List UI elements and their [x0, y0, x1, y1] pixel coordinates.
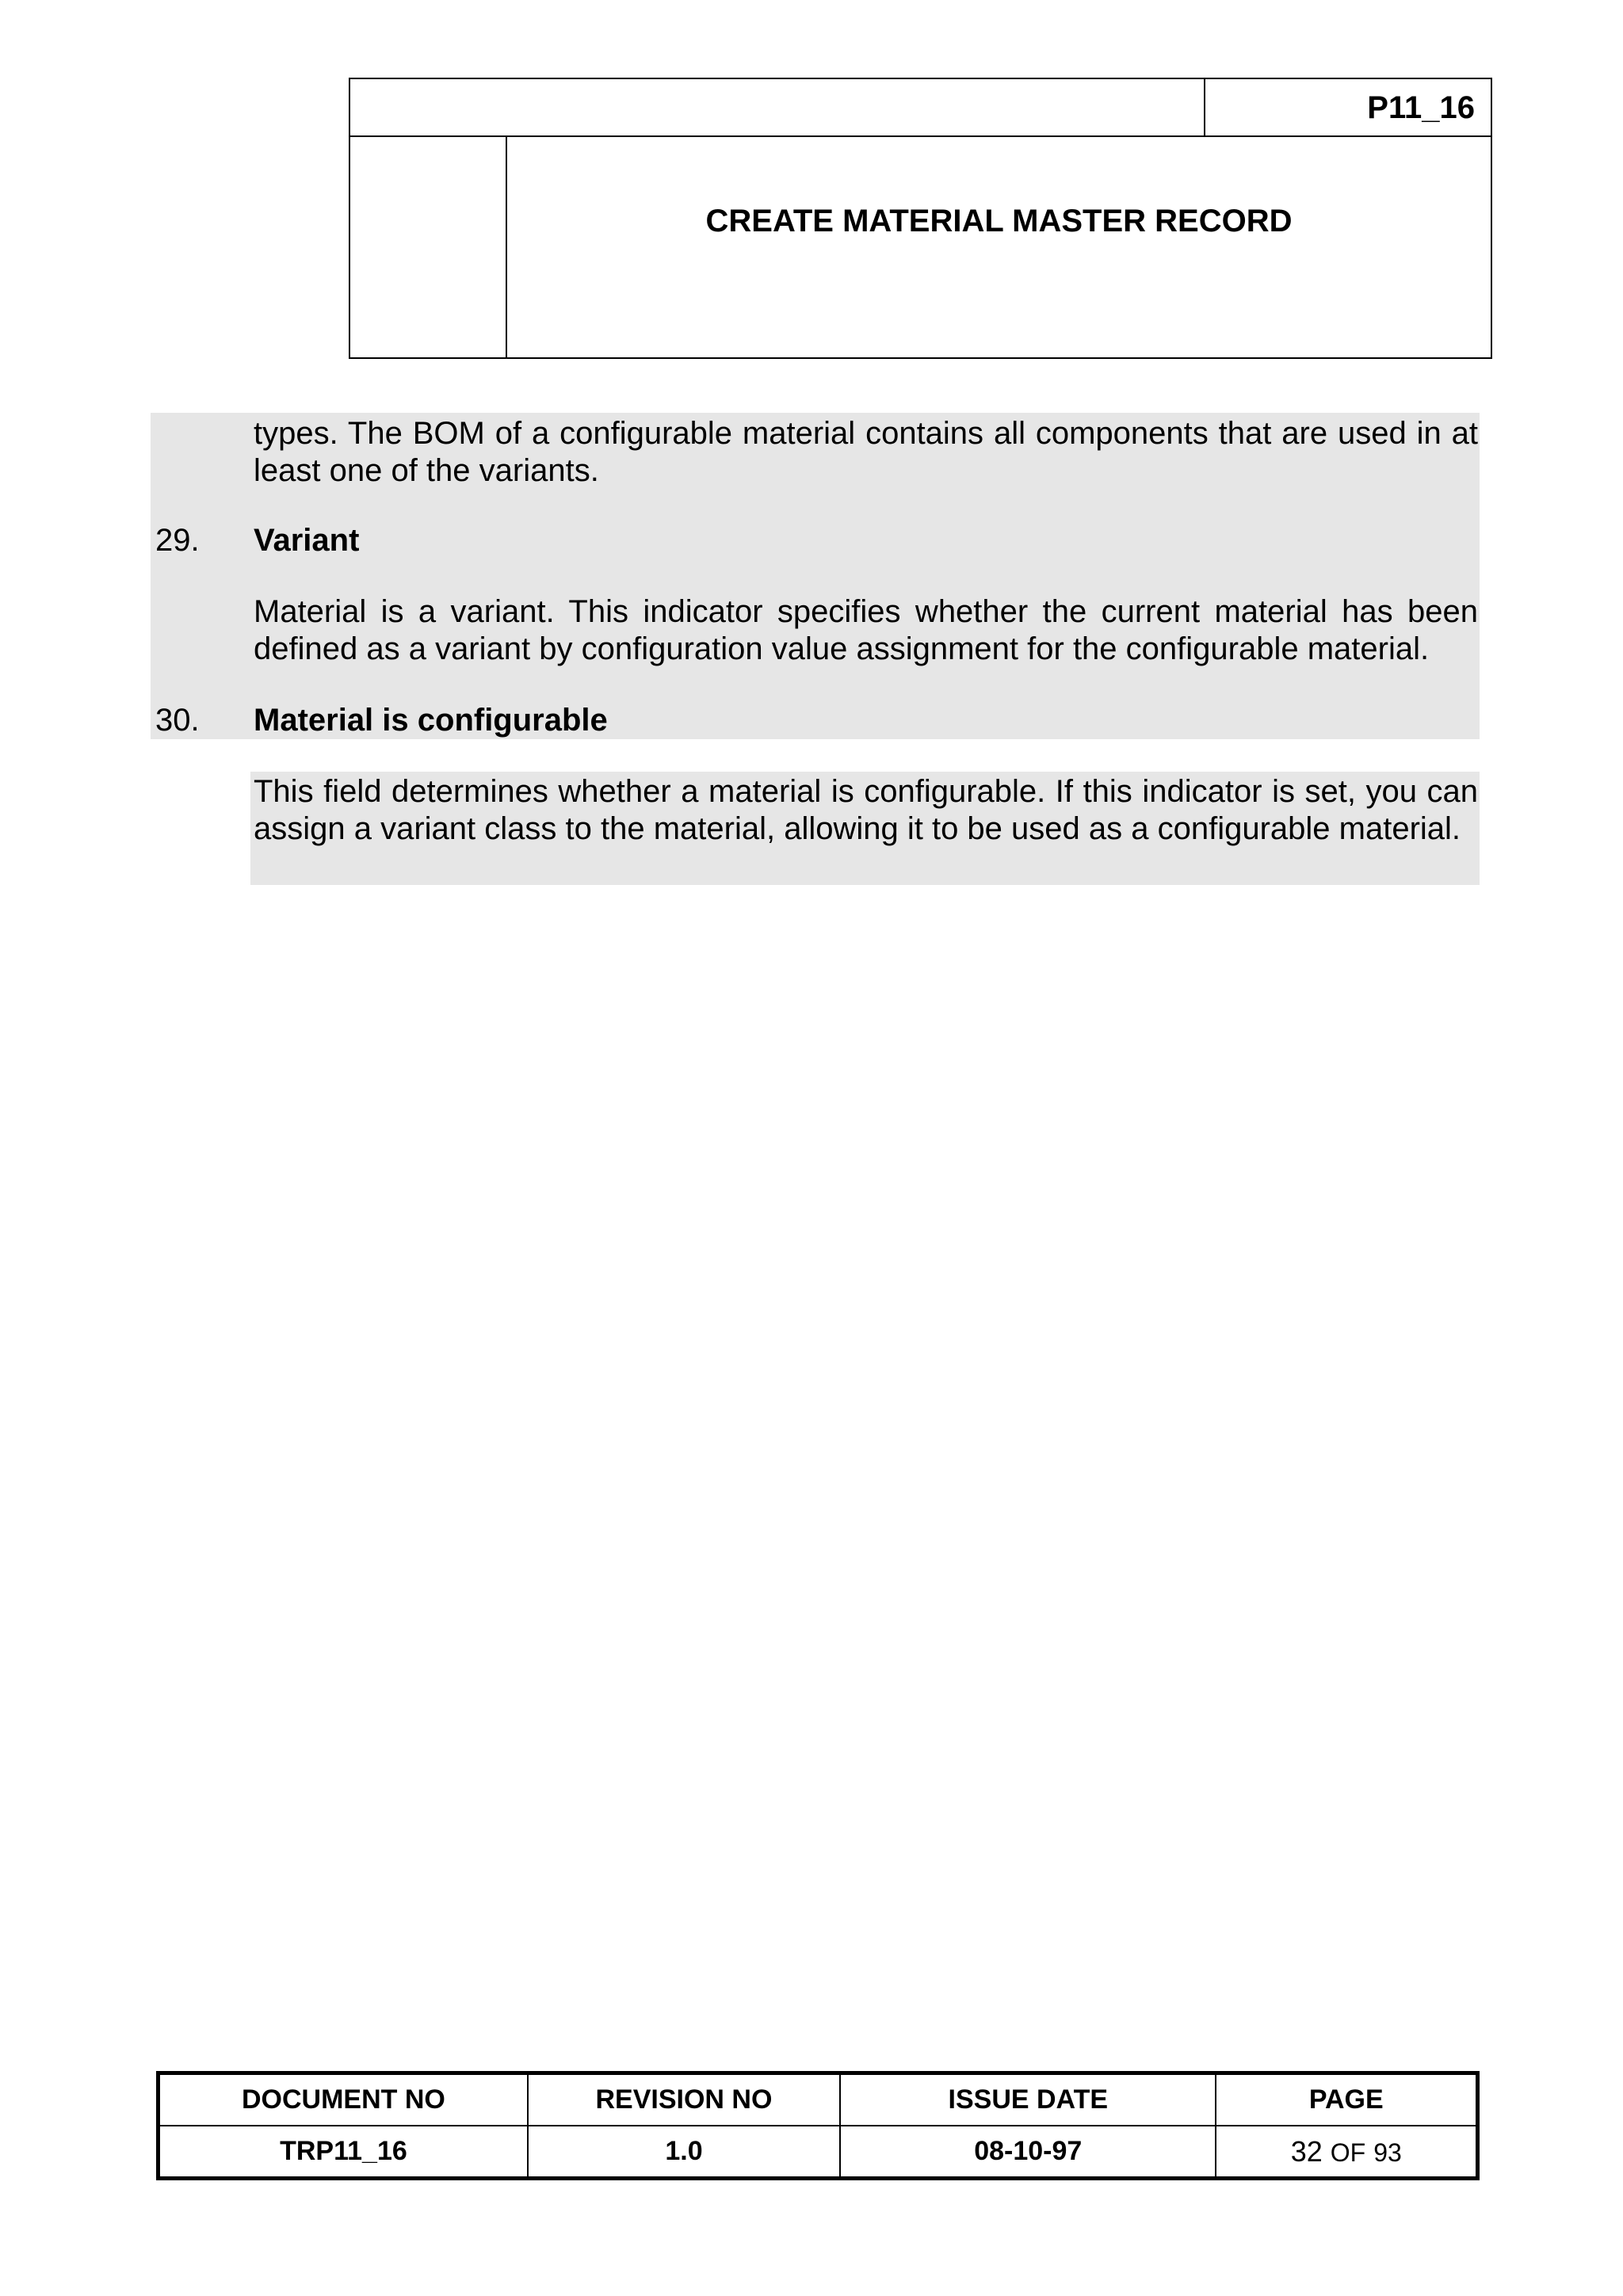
- item-description: Material is a variant. This indicator specifies whether the current material has been defined as a variant by configuration value assignment for the configurable material.: [254, 594, 1478, 666]
- item-number: 30.: [155, 703, 200, 738]
- document-title: CREATE MATERIAL MASTER RECORD: [705, 204, 1293, 238]
- item-heading: Variant: [254, 523, 360, 558]
- footer-header-row: [158, 2073, 1478, 2126]
- footer-header-cell: REVISION NO: [528, 2073, 840, 2126]
- page-indicator: [1216, 2126, 1477, 2179]
- document-footer-table: [156, 2071, 1480, 2180]
- header-left-divider: [506, 136, 507, 357]
- document-header: [349, 78, 1492, 359]
- header-divider: [350, 135, 1491, 137]
- footer-header-cell: DOCUMENT NO: [158, 2073, 528, 2126]
- issue-date: 08-10-97: [840, 2126, 1216, 2179]
- footer-header-cell: ISSUE DATE: [840, 2073, 1216, 2126]
- continuation-paragraph: types. The BOM of a configurable material contains all components that are used in at least one of the variants.: [254, 416, 1478, 488]
- page-of-label: OF: [1330, 2138, 1366, 2167]
- footer-value-row: [158, 2126, 1478, 2179]
- page-number: 32: [1290, 2134, 1323, 2168]
- header-code-divider: [1204, 79, 1205, 136]
- item-heading: Material is configurable: [254, 703, 608, 738]
- item-description: This field determines whether a material is configurable. If this indicator is set, you can assign a variant class to the material, allowing it to be used as a configurable material.: [254, 774, 1478, 846]
- revision-number: 1.0: [528, 2126, 840, 2179]
- document-number: TRP11_16: [158, 2126, 528, 2179]
- document-code: P11_16: [1367, 90, 1475, 125]
- footer-header-cell: PAGE: [1216, 2073, 1477, 2126]
- item-number: 29.: [155, 523, 200, 558]
- page-total: 93: [1373, 2138, 1402, 2167]
